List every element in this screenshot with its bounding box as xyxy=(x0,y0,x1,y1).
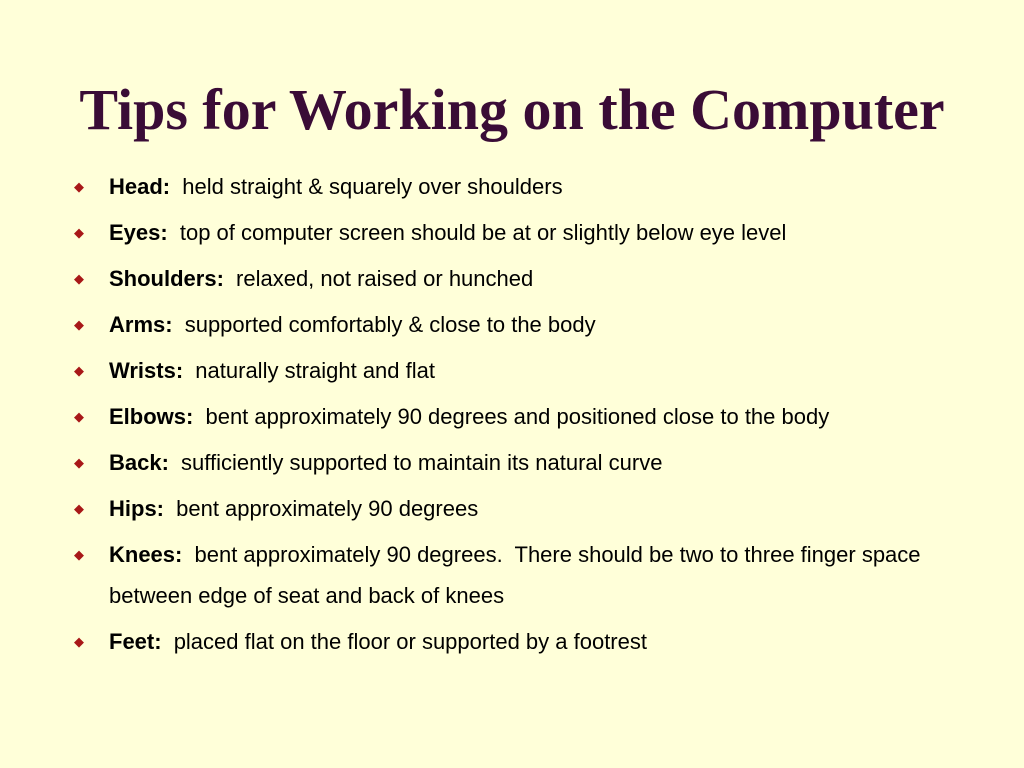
diamond-bullet-icon: ◆ xyxy=(74,225,84,240)
diamond-bullet-icon: ◆ xyxy=(74,179,84,194)
bullet-description: top of computer screen should be at or slightly below eye level xyxy=(179,220,787,245)
bullet-description: bent approximately 90 degrees. There should be two to three finger space between edge of seat and back of knees xyxy=(109,542,927,608)
bullet-item-head xyxy=(70,166,970,207)
bullet-list xyxy=(70,166,970,667)
bullet-description: bent approximately 90 degrees and positioned close to the body xyxy=(205,404,830,429)
diamond-bullet-icon: ◆ xyxy=(74,317,84,332)
diamond-bullet-icon: ◆ xyxy=(74,501,84,516)
bullet-term: Knees: xyxy=(109,542,183,567)
bullet-item-knees xyxy=(70,534,970,616)
bullet-item-wrists xyxy=(70,350,970,391)
diamond-bullet-icon: ◆ xyxy=(74,547,84,562)
bullet-description: placed flat on the floor or supported by a footrest xyxy=(173,629,647,654)
bullet-description: sufficiently supported to maintain its natural curve xyxy=(181,450,663,475)
bullet-item-feet xyxy=(70,621,970,662)
bullet-term: Feet: xyxy=(109,629,162,654)
bullet-term: Arms: xyxy=(109,312,173,337)
bullet-description: relaxed, not raised or hunched xyxy=(236,266,534,291)
bullet-item-back xyxy=(70,442,970,483)
bullet-item-elbows xyxy=(70,396,970,437)
diamond-bullet-icon: ◆ xyxy=(74,634,84,649)
bullet-item-shoulders xyxy=(70,258,970,299)
bullet-description: bent approximately 90 degrees xyxy=(176,496,479,521)
diamond-bullet-icon: ◆ xyxy=(74,363,84,378)
bullet-item-arms xyxy=(70,304,970,345)
bullet-item-eyes xyxy=(70,212,970,253)
diamond-bullet-icon: ◆ xyxy=(74,409,84,424)
bullet-term: Elbows: xyxy=(109,404,194,429)
bullet-term: Hips: xyxy=(109,496,164,521)
bullet-description: held straight & squarely over shoulders xyxy=(182,174,563,199)
bullet-term: Back: xyxy=(109,450,169,475)
bullet-item-hips xyxy=(70,488,970,529)
bullet-description: naturally straight and flat xyxy=(195,358,435,383)
diamond-bullet-icon: ◆ xyxy=(74,271,84,286)
bullet-term: Wrists: xyxy=(109,358,184,383)
bullet-term: Head: xyxy=(109,174,171,199)
slide-title: Tips for Working on the Computer xyxy=(79,77,945,142)
bullet-term: Eyes: xyxy=(109,220,168,245)
bullet-description: supported comfortably & close to the body xyxy=(184,312,596,337)
diamond-bullet-icon: ◆ xyxy=(74,455,84,470)
bullet-term: Shoulders: xyxy=(109,266,224,291)
